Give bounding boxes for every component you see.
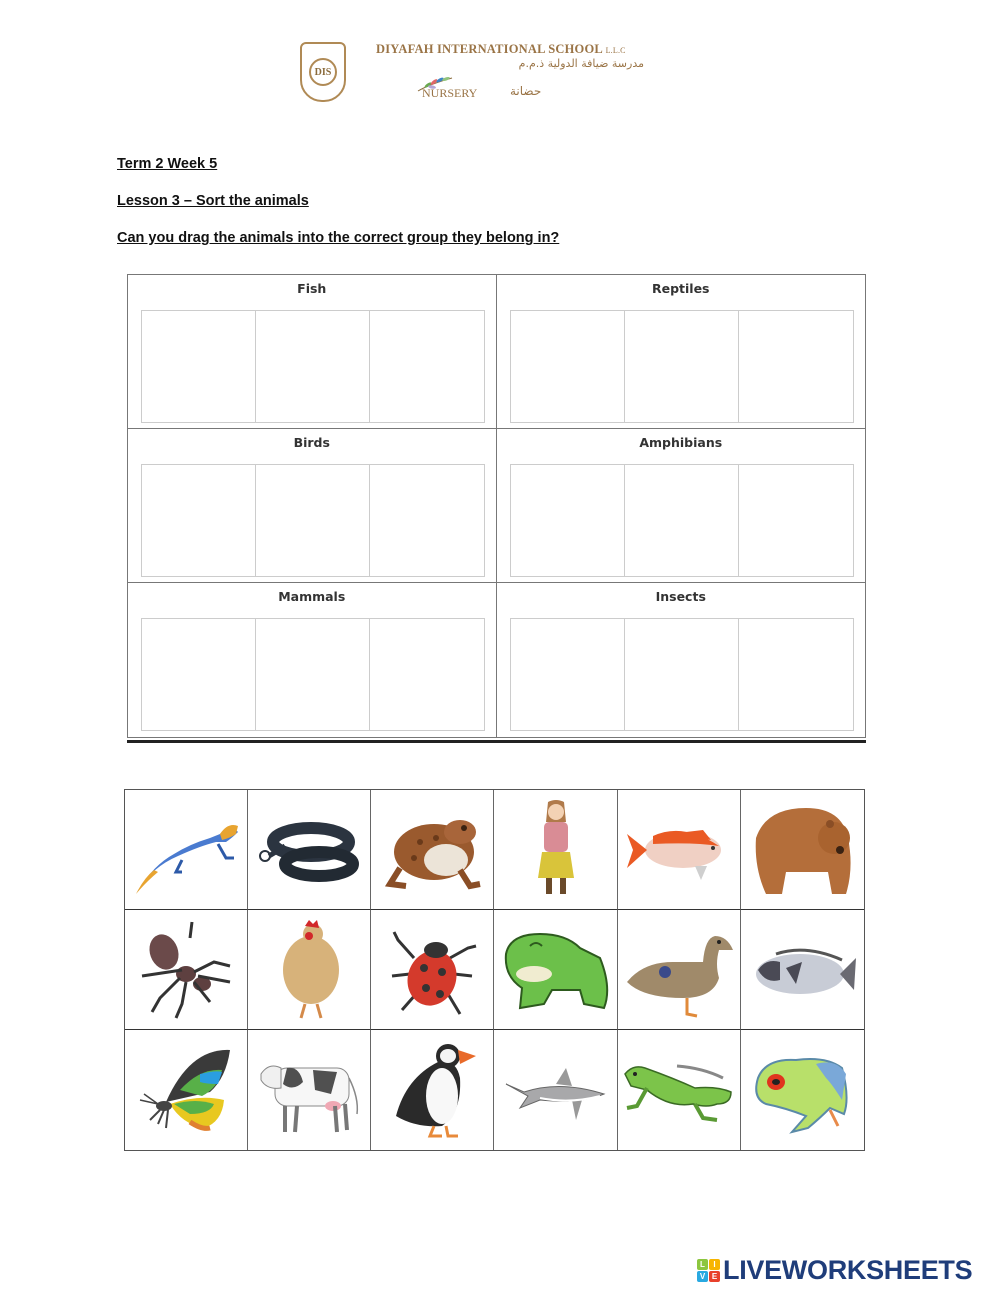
drop-slot[interactable] [739,465,853,576]
frog-icon [500,918,612,1022]
liveworksheets-brand[interactable] [697,1255,972,1285]
drop-slot[interactable] [511,465,625,576]
duck-icon [623,918,735,1022]
animal-card-ant[interactable] [125,910,248,1030]
drop-zone-row [510,464,855,577]
drop-slot[interactable] [625,311,739,422]
logo-letter: E [709,1271,720,1282]
hen-icon [253,918,365,1022]
table-bottom-rule [127,740,866,743]
group-birds [128,429,497,583]
drop-zone-row [510,618,855,731]
red-fish-icon [623,798,735,902]
group-reptiles [497,275,866,429]
animal-card-hen[interactable] [248,910,371,1030]
bear-icon [746,798,858,902]
school-name-arabic: مدرسة ضيافة الدولية ذ.م.م [518,57,644,70]
drop-zone-row [141,310,485,423]
group-title: Reptiles [651,281,710,296]
animal-card-cow[interactable] [248,1030,371,1150]
shark-icon [500,1038,612,1142]
ant-icon [130,918,242,1022]
tree-frog-icon [746,1038,858,1142]
school-crest-logo [300,42,346,102]
school-name [376,42,626,57]
liveworksheets-logo-icon [697,1259,720,1282]
drop-zone-row [141,464,485,577]
group-title: Insects [655,589,706,604]
drop-zone-row [510,310,855,423]
drop-slot[interactable] [142,465,256,576]
crest-monogram: DIS [309,58,337,86]
school-suffix: L.L.C [605,46,626,55]
school-name-text: DIYAFAH INTERNATIONAL SCHOOL [376,42,603,56]
drop-slot[interactable] [370,465,484,576]
animal-card-duck[interactable] [618,910,741,1030]
drop-slot[interactable] [142,619,256,730]
group-title: Birds [293,435,330,450]
drop-slot[interactable] [142,311,256,422]
animal-card-girl[interactable] [494,790,617,910]
animal-card-shark[interactable] [494,1030,617,1150]
nursery-label: NURSERY [422,86,478,100]
brand-name: LIVEWORKSHEETS [723,1254,973,1285]
drop-slot[interactable] [511,311,625,422]
instruction-text: Can you drag the animals into the correct group they belong in? [117,230,560,246]
animal-card-grey-fish[interactable] [741,910,864,1030]
drop-slot[interactable] [625,465,739,576]
drop-slot[interactable] [256,465,370,576]
ladybird-icon [376,918,488,1022]
lesson-heading: Lesson 3 – Sort the animals [117,193,309,209]
drop-slot[interactable] [739,619,853,730]
animal-card-red-fish[interactable] [618,790,741,910]
drop-slot[interactable] [256,311,370,422]
animal-card-lizard[interactable] [125,790,248,910]
group-fish [128,275,497,429]
animal-card-tree-frog[interactable] [741,1030,864,1150]
school-header [298,40,658,108]
puffin-icon [376,1038,488,1142]
group-insects [497,583,866,737]
animal-card-green-frog[interactable] [494,910,617,1030]
animal-card-grid [124,789,865,1151]
butterfly-icon [130,1038,242,1142]
iguana-icon [623,1038,735,1142]
girl-icon [500,798,612,902]
drop-slot[interactable] [256,619,370,730]
animal-card-iguana[interactable] [618,1030,741,1150]
toad-icon [376,798,488,902]
animal-card-snake[interactable] [248,790,371,910]
cow-icon [253,1038,365,1142]
logo-letter: L [697,1259,708,1270]
animal-card-puffin[interactable] [371,1030,494,1150]
drop-slot[interactable] [511,619,625,730]
drop-slot[interactable] [370,311,484,422]
group-mammals [128,583,497,737]
sorting-table [127,274,866,738]
animal-card-ladybird[interactable] [371,910,494,1030]
drop-slot[interactable] [370,619,484,730]
lizard-icon [130,798,242,902]
grey-fish-icon [746,918,858,1022]
nursery-label-arabic: حضانة [510,84,542,98]
logo-letter: V [697,1271,708,1282]
logo-letter: I [709,1259,720,1270]
animal-card-butterfly[interactable] [125,1030,248,1150]
animal-card-bear[interactable] [741,790,864,910]
snake-icon [253,798,365,902]
group-title: Mammals [278,589,346,604]
drop-slot[interactable] [625,619,739,730]
animal-card-toad[interactable] [371,790,494,910]
group-title: Fish [297,281,327,296]
group-title: Amphibians [639,435,723,450]
term-heading: Term 2 Week 5 [117,156,218,172]
drop-zone-row [141,618,485,731]
group-amphibians [497,429,866,583]
drop-slot[interactable] [739,311,853,422]
